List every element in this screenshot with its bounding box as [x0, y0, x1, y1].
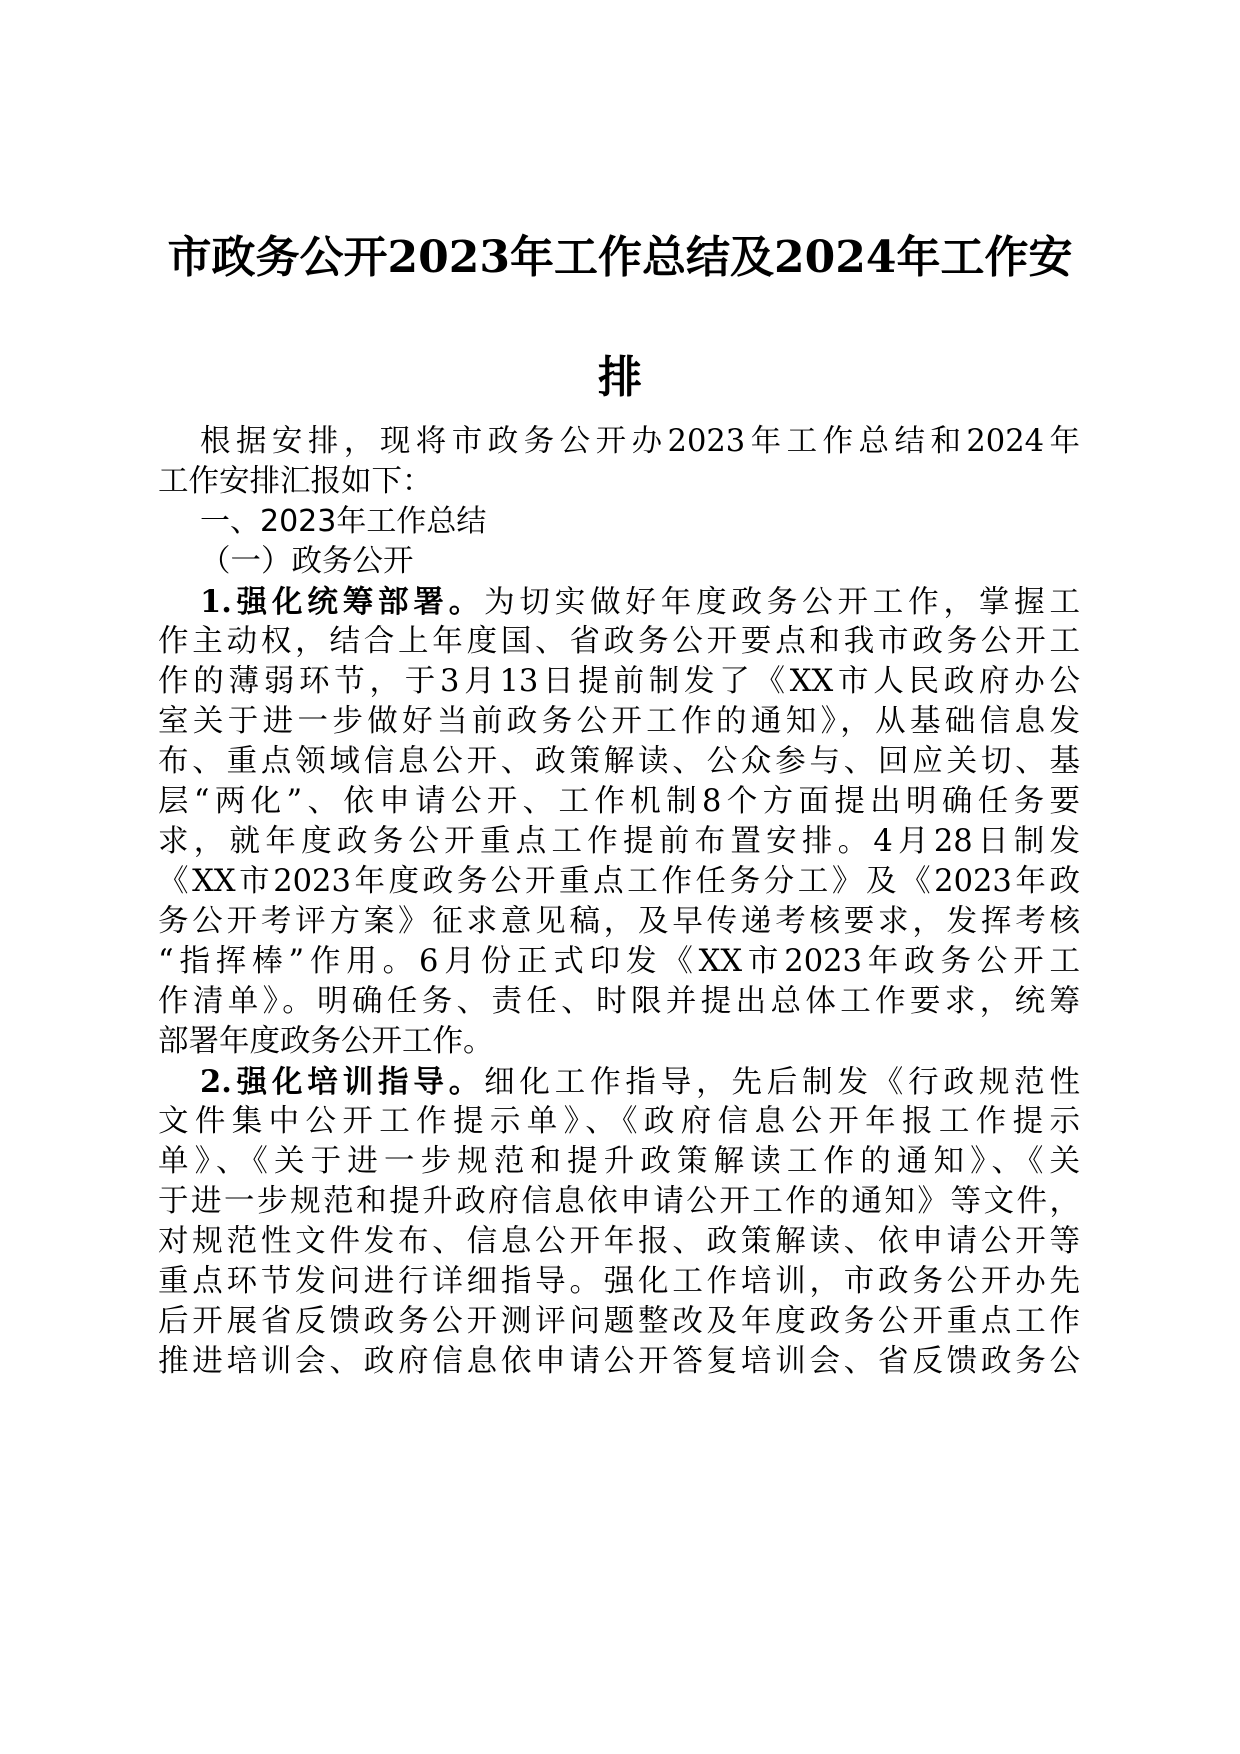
paragraph-1-line: 层“两化”、依申请公开、工作机制8个方面提出明确任务要 — [158, 784, 1080, 819]
intro-paragraph-line: 根据安排，现将市政务公开办2023年工作总结和2024年 — [200, 424, 1080, 459]
paragraph-1-line: 《XX市2023年度政务公开重点工作任务分工》及《2023年政 — [158, 864, 1080, 899]
paragraph-1-line: 务公开考评方案》征求意见稿，及早传递考核要求，发挥考核 — [158, 904, 1080, 939]
intro-paragraph-line: 工作安排汇报如下： — [158, 464, 433, 499]
paragraph-2-line: 于进一步规范和提升政府信息依申请公开工作的通知》等文件， — [158, 1184, 1080, 1219]
paragraph-2-line: 重点环节发问进行详细指导。强化工作培训，市政务公开办先 — [158, 1264, 1080, 1299]
paragraph-2-line: 文件集中公开工作提示单》、《政府信息公开年报工作提示 — [158, 1104, 1080, 1139]
paragraph-1-line: 作主动权，结合上年度国、省政务公开要点和我市政务公开工 — [158, 624, 1080, 659]
paragraph-2-lead: 2.强化培训指导。 — [200, 1064, 485, 1100]
paragraph-1-lead: 1.强化统筹部署。 — [200, 584, 485, 620]
paragraph-2-line: 后开展省反馈政务公开测评问题整改及年度政务公开重点工作 — [158, 1304, 1080, 1339]
paragraph-1-line: 作清单》。明确任务、责任、时限并提出总体工作要求，统筹 — [158, 984, 1080, 1019]
paragraph-2-line: 推进培训会、政府信息依申请公开答复培训会、省反馈政务公 — [158, 1344, 1080, 1379]
paragraph-2-line: 单》、《关于进一步规范和提升政策解读工作的通知》、《关 — [158, 1144, 1080, 1179]
document-title-line-2: 排 — [598, 352, 642, 403]
paragraph-2-line — [200, 1062, 1080, 1103]
paragraph-1-line: 求，就年度政务公开重点工作提前布置安排。4月28日制发 — [158, 824, 1080, 859]
paragraph-1-line: 室关于进一步做好当前政务公开工作的通知》，从基础信息发 — [158, 704, 1080, 739]
paragraph-1-line: “指挥棒”作用。6月份正式印发《XX市2023年政务公开工 — [158, 944, 1080, 979]
paragraph-1-first-text: 为切实做好年度政务公开工作，掌握工 — [484, 585, 1080, 620]
paragraph-1-line — [200, 582, 1080, 623]
paragraph-2-first-text: 细化工作指导，先后制发《行政规范性 — [484, 1065, 1080, 1100]
paragraph-2-line: 对规范性文件发布、信息公开年报、政策解读、依申请公开等 — [158, 1224, 1080, 1259]
paragraph-1-line: 部署年度政务公开工作。 — [158, 1024, 494, 1059]
subsection-heading-1: （一）政务公开 — [200, 544, 414, 579]
paragraph-1-line: 作的薄弱环节，于3月13日提前制发了《XX市人民政府办公 — [158, 664, 1080, 699]
section-heading-1: 一、2023年工作总结 — [200, 504, 487, 539]
paragraph-1-line: 布、重点领域信息公开、政策解读、公众参与、回应关切、基 — [158, 744, 1080, 779]
document-title-line-1: 市政务公开2023年工作总结及2024年工作安 — [167, 232, 1073, 283]
